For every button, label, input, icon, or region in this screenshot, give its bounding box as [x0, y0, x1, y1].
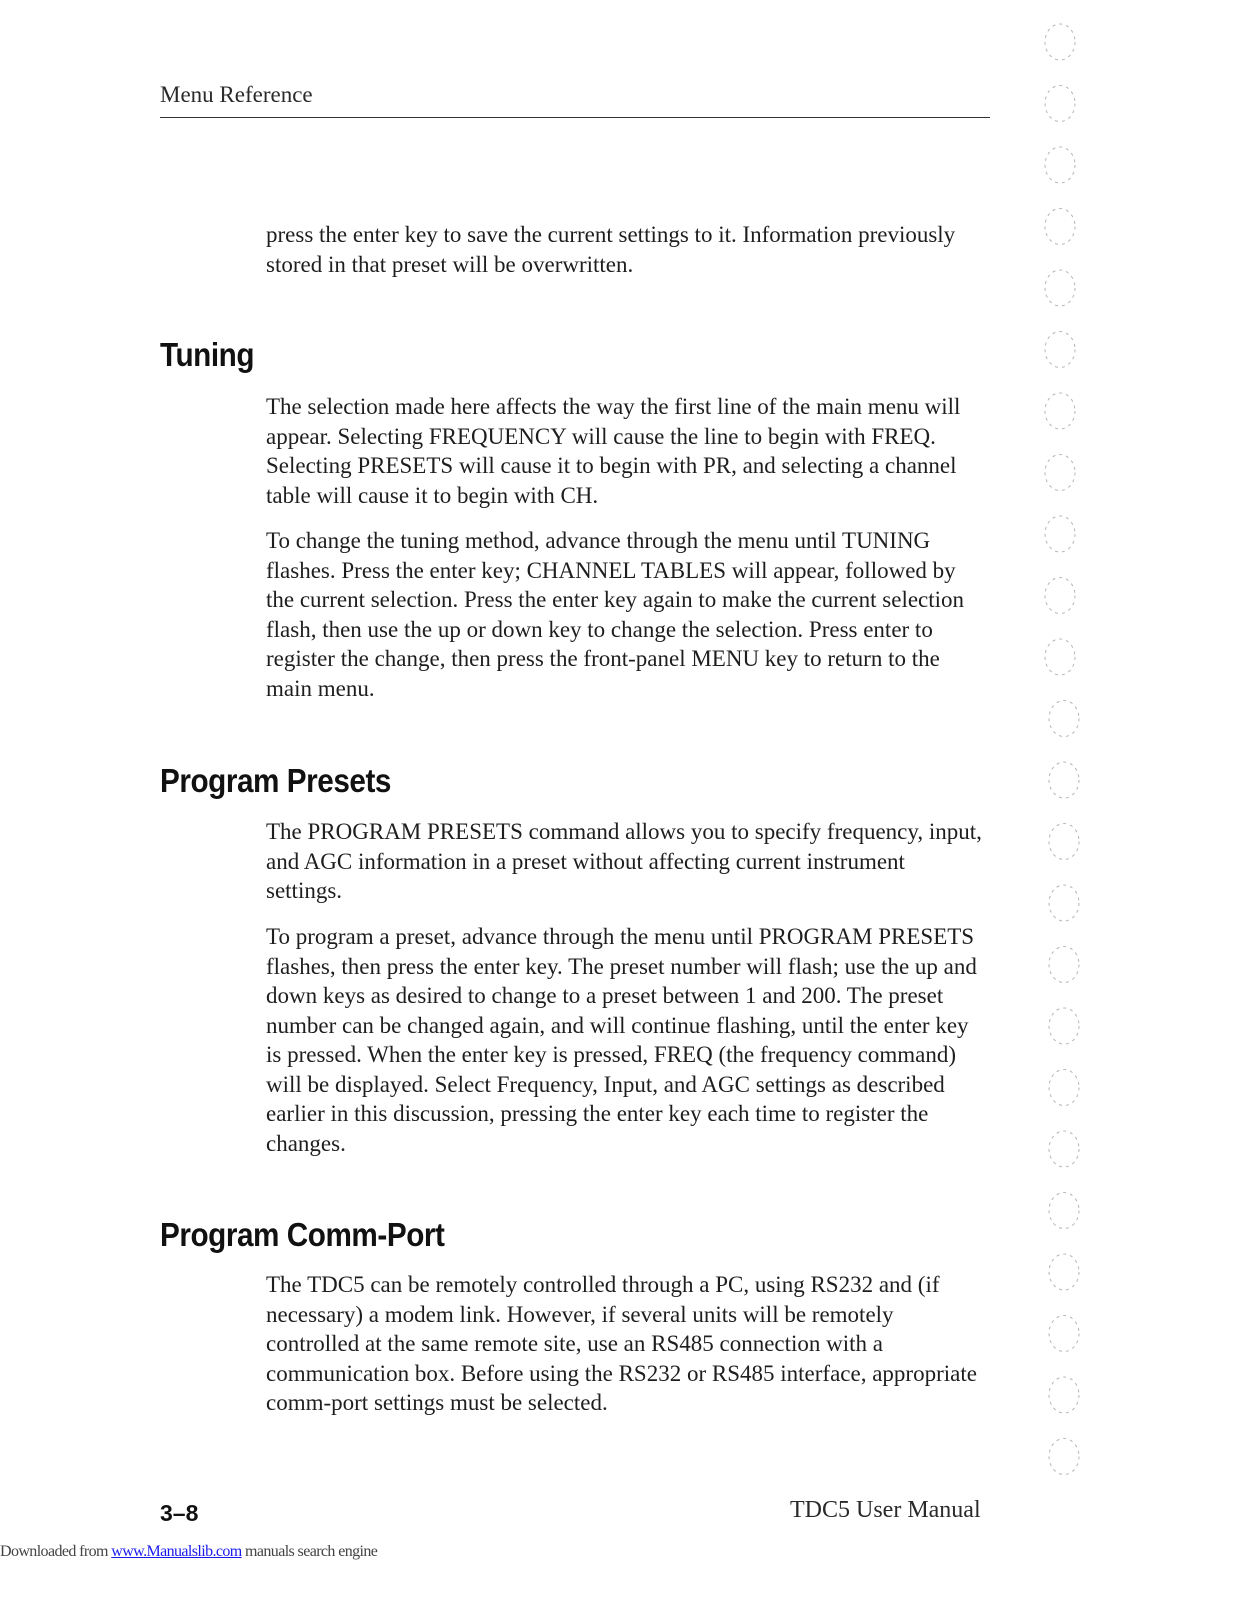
binder-hole-icon [1045, 393, 1075, 429]
binder-hole-icon [1049, 824, 1079, 860]
binder-hole-icon [1045, 270, 1075, 306]
binder-hole-icon [1049, 947, 1079, 983]
binder-hole-icon [1045, 455, 1075, 491]
page-number: 3–8 [160, 1500, 199, 1526]
binder-hole-icon [1049, 1070, 1079, 1106]
running-header: Menu Reference [160, 82, 313, 107]
download-suffix: manuals search engine [241, 1543, 378, 1560]
binder-hole-icon [1045, 147, 1075, 183]
binder-hole-icon [1049, 885, 1079, 921]
binder-hole-icon [1045, 24, 1075, 60]
intro-paragraph: press the enter key to save the current settings to it. Information previously stored in that preset will be overwritten. [266, 222, 956, 277]
section-heading-tuning: Tuning [160, 336, 255, 373]
binder-holes [1036, 0, 1096, 1540]
binder-hole-icon [1049, 1316, 1079, 1352]
binder-hole-icon [1049, 1377, 1079, 1413]
binder-hole-icon [1049, 762, 1079, 798]
section-heading-program-presets: Program Presets [160, 762, 391, 799]
header-rule [160, 117, 990, 118]
binder-hole-icon [1049, 1439, 1079, 1475]
binder-hole-icon [1049, 1193, 1079, 1229]
download-prefix: Downloaded from [0, 1543, 112, 1560]
program-presets-paragraph-1: The PROGRAM PRESETS command allows you to specify frequency, input, and AGC information in a preset without affecting current instrument settings. [266, 819, 982, 903]
manual-title: TDC5 User Manual [790, 1497, 981, 1523]
binder-hole-icon [1045, 578, 1075, 614]
binder-hole-icon [1049, 701, 1079, 737]
binder-hole-icon [1045, 639, 1075, 675]
manualslib-link[interactable]: www.Manualslib.com [111, 1543, 242, 1560]
binder-hole-icon [1045, 209, 1075, 245]
section-heading-program-comm-port: Program Comm-Port [160, 1216, 445, 1253]
binder-hole-icon [1049, 1254, 1079, 1290]
binder-hole-icon [1045, 516, 1075, 552]
program-presets-paragraph-2: To program a preset, advance through the menu until PROGRAM PRESETS flashes, then press the enter key. The preset number will flash; use the up and down keys as desired to change to a preset between 1 and 200. The preset number can be changed again, and will continue flashing, until the enter key is pressed. When the enter key is pressed, FREQ (the frequency command) will be displayed. Select Frequency, Input, and AGC settings as described earlier in this discussion, pressing the enter key each time to register the changes. [266, 924, 977, 1156]
program-comm-port-paragraph-1: The TDC5 can be remotely controlled through a PC, using RS232 and (if necessary) a modem link. However, if several units will be remotely controlled at the same remote site, use an RS485 connection with a communication box. Before using the RS232 or RS485 interface, appropriate comm-port settings must be selected. [266, 1272, 977, 1415]
tuning-paragraph-1: The selection made here affects the way the first line of the main menu will appear. Selecting FREQUENCY will cause the line to begin with FREQ. Selecting PRESETS will cause it to begin with PR, and selecting a channel table will cause it to begin with CH. [266, 394, 961, 508]
binder-hole-icon [1049, 1008, 1079, 1044]
download-footer [0, 1543, 377, 1561]
tuning-paragraph-2: To change the tuning method, advance through the menu until TUNING flashes. Press the enter key; CHANNEL TABLES will appear, followed by the current selection. Press the enter key again to make the current selection flash, then use the up or down key to change the selection. Press enter to register the change, then press the front-panel MENU key to return to the main menu. [266, 528, 965, 701]
binder-hole-icon [1045, 332, 1075, 368]
binder-hole-icon [1045, 86, 1075, 122]
binder-hole-icon [1049, 1131, 1079, 1167]
